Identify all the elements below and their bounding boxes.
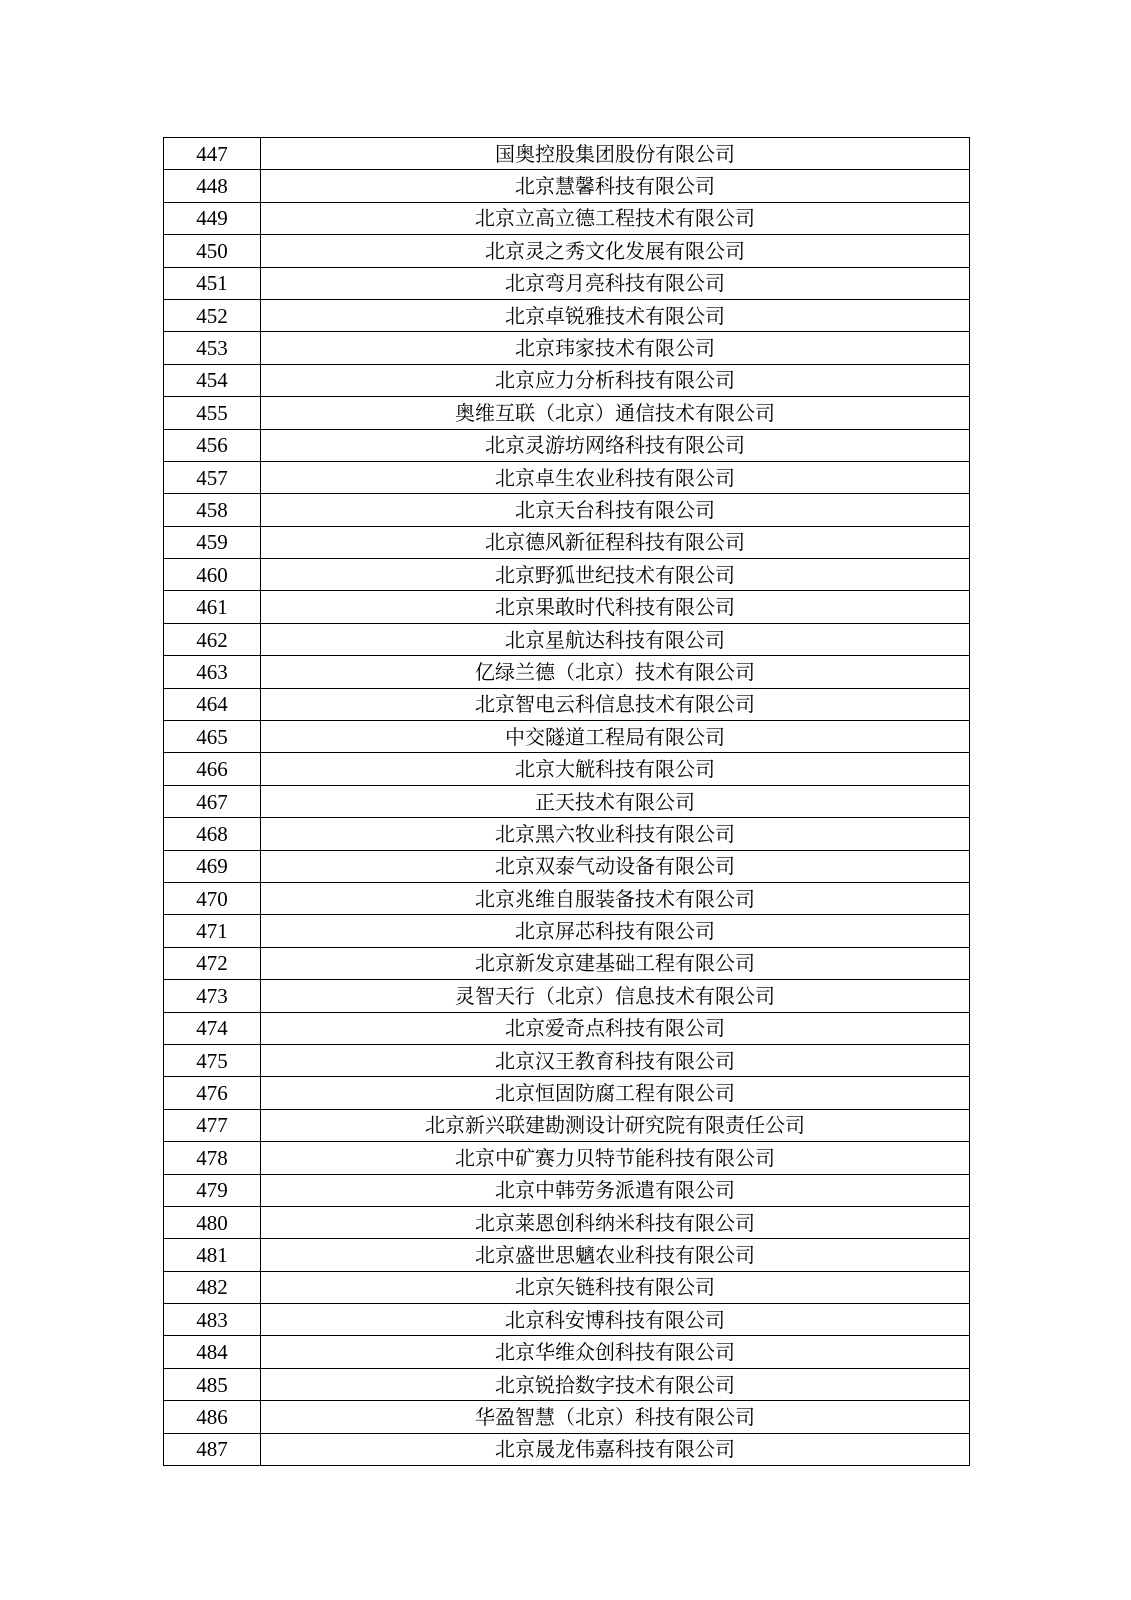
- company-name: 北京盛世思魑农业科技有限公司: [261, 1239, 970, 1271]
- row-number: 468: [164, 818, 261, 850]
- table-row: [164, 1401, 970, 1433]
- company-name: 北京应力分析科技有限公司: [261, 364, 970, 396]
- company-name: 北京卓生农业科技有限公司: [261, 461, 970, 493]
- row-number: 459: [164, 526, 261, 558]
- row-number: 478: [164, 1142, 261, 1174]
- table-row: [164, 947, 970, 979]
- table-row: [164, 1174, 970, 1206]
- row-number: 466: [164, 753, 261, 785]
- company-name: 灵智天行（北京）信息技术有限公司: [261, 980, 970, 1012]
- table-row: [164, 818, 970, 850]
- table-row: [164, 1304, 970, 1336]
- company-name: 北京黑六牧业科技有限公司: [261, 818, 970, 850]
- table-row: [164, 656, 970, 688]
- company-name: 北京玮家技术有限公司: [261, 332, 970, 364]
- table-row: [164, 397, 970, 429]
- row-number: 469: [164, 850, 261, 882]
- company-name: 北京莱恩创科纳米科技有限公司: [261, 1206, 970, 1238]
- company-name: 北京兆维自服装备技术有限公司: [261, 882, 970, 914]
- company-name: 北京天台科技有限公司: [261, 494, 970, 526]
- row-number: 451: [164, 267, 261, 299]
- company-list-table: [163, 137, 970, 1466]
- company-name: 北京爱奇点科技有限公司: [261, 1012, 970, 1044]
- row-number: 470: [164, 882, 261, 914]
- table-row: [164, 494, 970, 526]
- company-name: 北京灵之秀文化发展有限公司: [261, 235, 970, 267]
- row-number: 471: [164, 915, 261, 947]
- table-row: [164, 1012, 970, 1044]
- table-row: [164, 461, 970, 493]
- table-row: [164, 1044, 970, 1076]
- table-row: [164, 1077, 970, 1109]
- company-name: 北京汉王教育科技有限公司: [261, 1044, 970, 1076]
- row-number: 452: [164, 299, 261, 331]
- table-row: [164, 267, 970, 299]
- company-name: 北京晟龙伟嘉科技有限公司: [261, 1433, 970, 1465]
- row-number: 476: [164, 1077, 261, 1109]
- row-number: 461: [164, 591, 261, 623]
- company-name: 北京德风新征程科技有限公司: [261, 526, 970, 558]
- company-name: 中交隧道工程局有限公司: [261, 721, 970, 753]
- company-name: 北京新发京建基础工程有限公司: [261, 947, 970, 979]
- row-number: 450: [164, 235, 261, 267]
- company-name: 北京大觥科技有限公司: [261, 753, 970, 785]
- table-row: [164, 721, 970, 753]
- row-number: 485: [164, 1368, 261, 1400]
- row-number: 484: [164, 1336, 261, 1368]
- company-name: 北京锐拾数字技术有限公司: [261, 1368, 970, 1400]
- row-number: 449: [164, 202, 261, 234]
- table-row: [164, 299, 970, 331]
- company-name: 正天技术有限公司: [261, 785, 970, 817]
- company-name: 亿绿兰德（北京）技术有限公司: [261, 656, 970, 688]
- row-number: 453: [164, 332, 261, 364]
- row-number: 475: [164, 1044, 261, 1076]
- company-name: 北京双泰气动设备有限公司: [261, 850, 970, 882]
- table-row: [164, 559, 970, 591]
- row-number: 472: [164, 947, 261, 979]
- table-row: [164, 202, 970, 234]
- table-row: [164, 429, 970, 461]
- row-number: 458: [164, 494, 261, 526]
- row-number: 483: [164, 1304, 261, 1336]
- table-row: [164, 1239, 970, 1271]
- company-name: 北京恒固防腐工程有限公司: [261, 1077, 970, 1109]
- company-name: 国奥控股集团股份有限公司: [261, 138, 970, 170]
- company-name: 北京弯月亮科技有限公司: [261, 267, 970, 299]
- table-row: [164, 980, 970, 1012]
- table-row: [164, 850, 970, 882]
- table-row: [164, 138, 970, 170]
- table-row: [164, 753, 970, 785]
- row-number: 474: [164, 1012, 261, 1044]
- table-row: [164, 526, 970, 558]
- company-name: 北京中韩劳务派遣有限公司: [261, 1174, 970, 1206]
- company-name: 北京星航达科技有限公司: [261, 623, 970, 655]
- company-name: 北京立高立德工程技术有限公司: [261, 202, 970, 234]
- table-row: [164, 882, 970, 914]
- table-row: [164, 1368, 970, 1400]
- company-name: 北京野狐世纪技术有限公司: [261, 559, 970, 591]
- row-number: 463: [164, 656, 261, 688]
- row-number: 460: [164, 559, 261, 591]
- company-name: 北京卓锐雅技术有限公司: [261, 299, 970, 331]
- table-row: [164, 332, 970, 364]
- row-number: 455: [164, 397, 261, 429]
- table-row: [164, 1206, 970, 1238]
- row-number: 465: [164, 721, 261, 753]
- row-number: 473: [164, 980, 261, 1012]
- company-name: 北京新兴联建勘测设计研究院有限责任公司: [261, 1109, 970, 1141]
- table-row: [164, 591, 970, 623]
- row-number: 479: [164, 1174, 261, 1206]
- row-number: 477: [164, 1109, 261, 1141]
- table-row: [164, 364, 970, 396]
- company-name: 北京屏芯科技有限公司: [261, 915, 970, 947]
- company-name: 北京智电云科信息技术有限公司: [261, 688, 970, 720]
- table-row: [164, 1336, 970, 1368]
- row-number: 482: [164, 1271, 261, 1303]
- row-number: 448: [164, 170, 261, 202]
- company-name: 华盈智慧（北京）科技有限公司: [261, 1401, 970, 1433]
- row-number: 462: [164, 623, 261, 655]
- company-name: 北京矢链科技有限公司: [261, 1271, 970, 1303]
- table-row: [164, 688, 970, 720]
- company-name: 北京灵游坊网络科技有限公司: [261, 429, 970, 461]
- company-name: 北京中矿赛力贝特节能科技有限公司: [261, 1142, 970, 1174]
- table-row: [164, 1433, 970, 1465]
- row-number: 464: [164, 688, 261, 720]
- table-row: [164, 1142, 970, 1174]
- table-body: [164, 138, 970, 1466]
- table-row: [164, 170, 970, 202]
- company-name: 北京华维众创科技有限公司: [261, 1336, 970, 1368]
- row-number: 486: [164, 1401, 261, 1433]
- row-number: 457: [164, 461, 261, 493]
- row-number: 467: [164, 785, 261, 817]
- row-number: 454: [164, 364, 261, 396]
- table-row: [164, 235, 970, 267]
- row-number: 487: [164, 1433, 261, 1465]
- company-name: 北京科安博科技有限公司: [261, 1304, 970, 1336]
- row-number: 481: [164, 1239, 261, 1271]
- company-name: 北京果敢时代科技有限公司: [261, 591, 970, 623]
- company-name: 奥维互联（北京）通信技术有限公司: [261, 397, 970, 429]
- table-row: [164, 915, 970, 947]
- row-number: 447: [164, 138, 261, 170]
- company-name: 北京慧馨科技有限公司: [261, 170, 970, 202]
- table-row: [164, 1271, 970, 1303]
- table-row: [164, 623, 970, 655]
- row-number: 480: [164, 1206, 261, 1238]
- table-row: [164, 1109, 970, 1141]
- table-row: [164, 785, 970, 817]
- row-number: 456: [164, 429, 261, 461]
